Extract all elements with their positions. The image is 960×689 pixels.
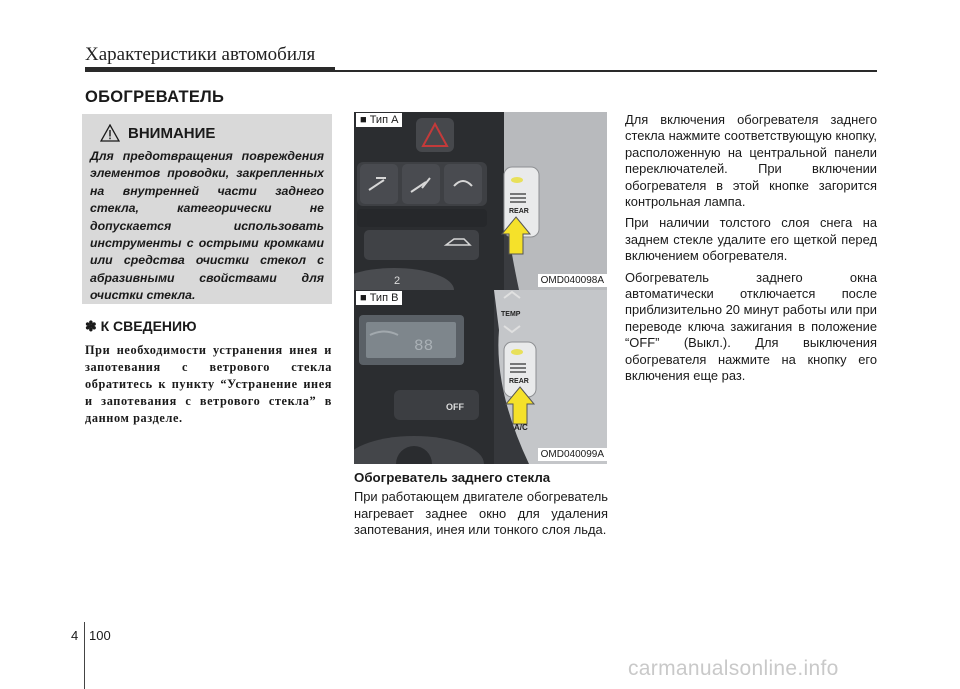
header-rule-thick xyxy=(85,67,335,72)
section-title: ОБОГРЕВАТЕЛЬ xyxy=(85,88,225,106)
ac-button-label: A/C xyxy=(514,423,528,432)
paragraph: Для включения обогревателя заднего стекла нажмите соответствующую кнопку, расположенную на центральной панели переключателей. При включении обогревателя в этой кнопке загорится контрольная лампа. xyxy=(625,112,877,210)
paragraph: Обогреватель заднего окна автоматически отключается после приблизительно 20 минут работы или при переводе ключа зажигания в положение “OFF” (Выкл.). Для выключения обогревателя нажмите на кнопку его включения еще раз. xyxy=(625,269,877,384)
footer-page-number: 100 xyxy=(89,628,111,643)
footer-chapter-number: 4 xyxy=(71,628,79,643)
warning-title: ВНИМАНИЕ xyxy=(128,124,216,142)
header-rule-thin xyxy=(335,70,877,72)
off-button-label: OFF xyxy=(446,402,464,412)
right-column xyxy=(625,112,877,390)
warning-triangle-icon xyxy=(100,124,120,142)
figure-type-a-label: ■ Тип A xyxy=(356,113,402,127)
header-title: Характеристики автомобиля xyxy=(85,44,316,65)
control-panel-type-b-illustration xyxy=(354,290,607,464)
figure-type-a-photo xyxy=(354,112,607,290)
notice-text: При необходимости устранения инея и запотевания с ветрового стекла обратитесь к пункту “Устранение инея и запотевания с ветрового стекла” в данном разделе. xyxy=(85,343,332,425)
rear-button-label-b: REAR xyxy=(509,378,529,385)
figure-code-a: OMD040098A xyxy=(538,274,607,287)
rear-button-label-a: REAR xyxy=(509,208,529,215)
watermark: carmanualsonline.info xyxy=(628,657,839,680)
rear-defroster-heading: Обогреватель заднего стекла xyxy=(354,470,551,485)
warning-text: Для предотвращения повреждения элементов проводки, закрепленных на внутренней части заднего стекла, категорически не допускается использовать инструменты с острыми кромками или средства очистки стекол с абразивными свойствами для очистки стекла. xyxy=(90,149,324,303)
figure-code-b: OMD040099A xyxy=(538,448,607,461)
figure-type-b-photo xyxy=(354,290,607,464)
warning-box xyxy=(82,114,332,304)
temp-label: TEMP xyxy=(501,311,521,318)
knob-number: 2 xyxy=(394,275,401,287)
paragraph: При наличии толстого слоя снега на заднем стекле удалите его щеткой перед включением обогревателя. xyxy=(625,215,877,264)
control-panel-type-a-illustration xyxy=(354,112,607,290)
display-digits: 88 xyxy=(414,337,434,355)
rear-defroster-text: При работающем двигателе обогреватель нагревает заднее окно для удаления запотевания, инея или тонкого слоя льда. xyxy=(354,489,608,537)
warning-header xyxy=(100,122,324,144)
footer-divider xyxy=(84,622,85,689)
notice-title: ✽ К СВЕДЕНИЮ xyxy=(85,318,197,334)
figure-type-b-label: ■ Тип B xyxy=(356,291,402,305)
